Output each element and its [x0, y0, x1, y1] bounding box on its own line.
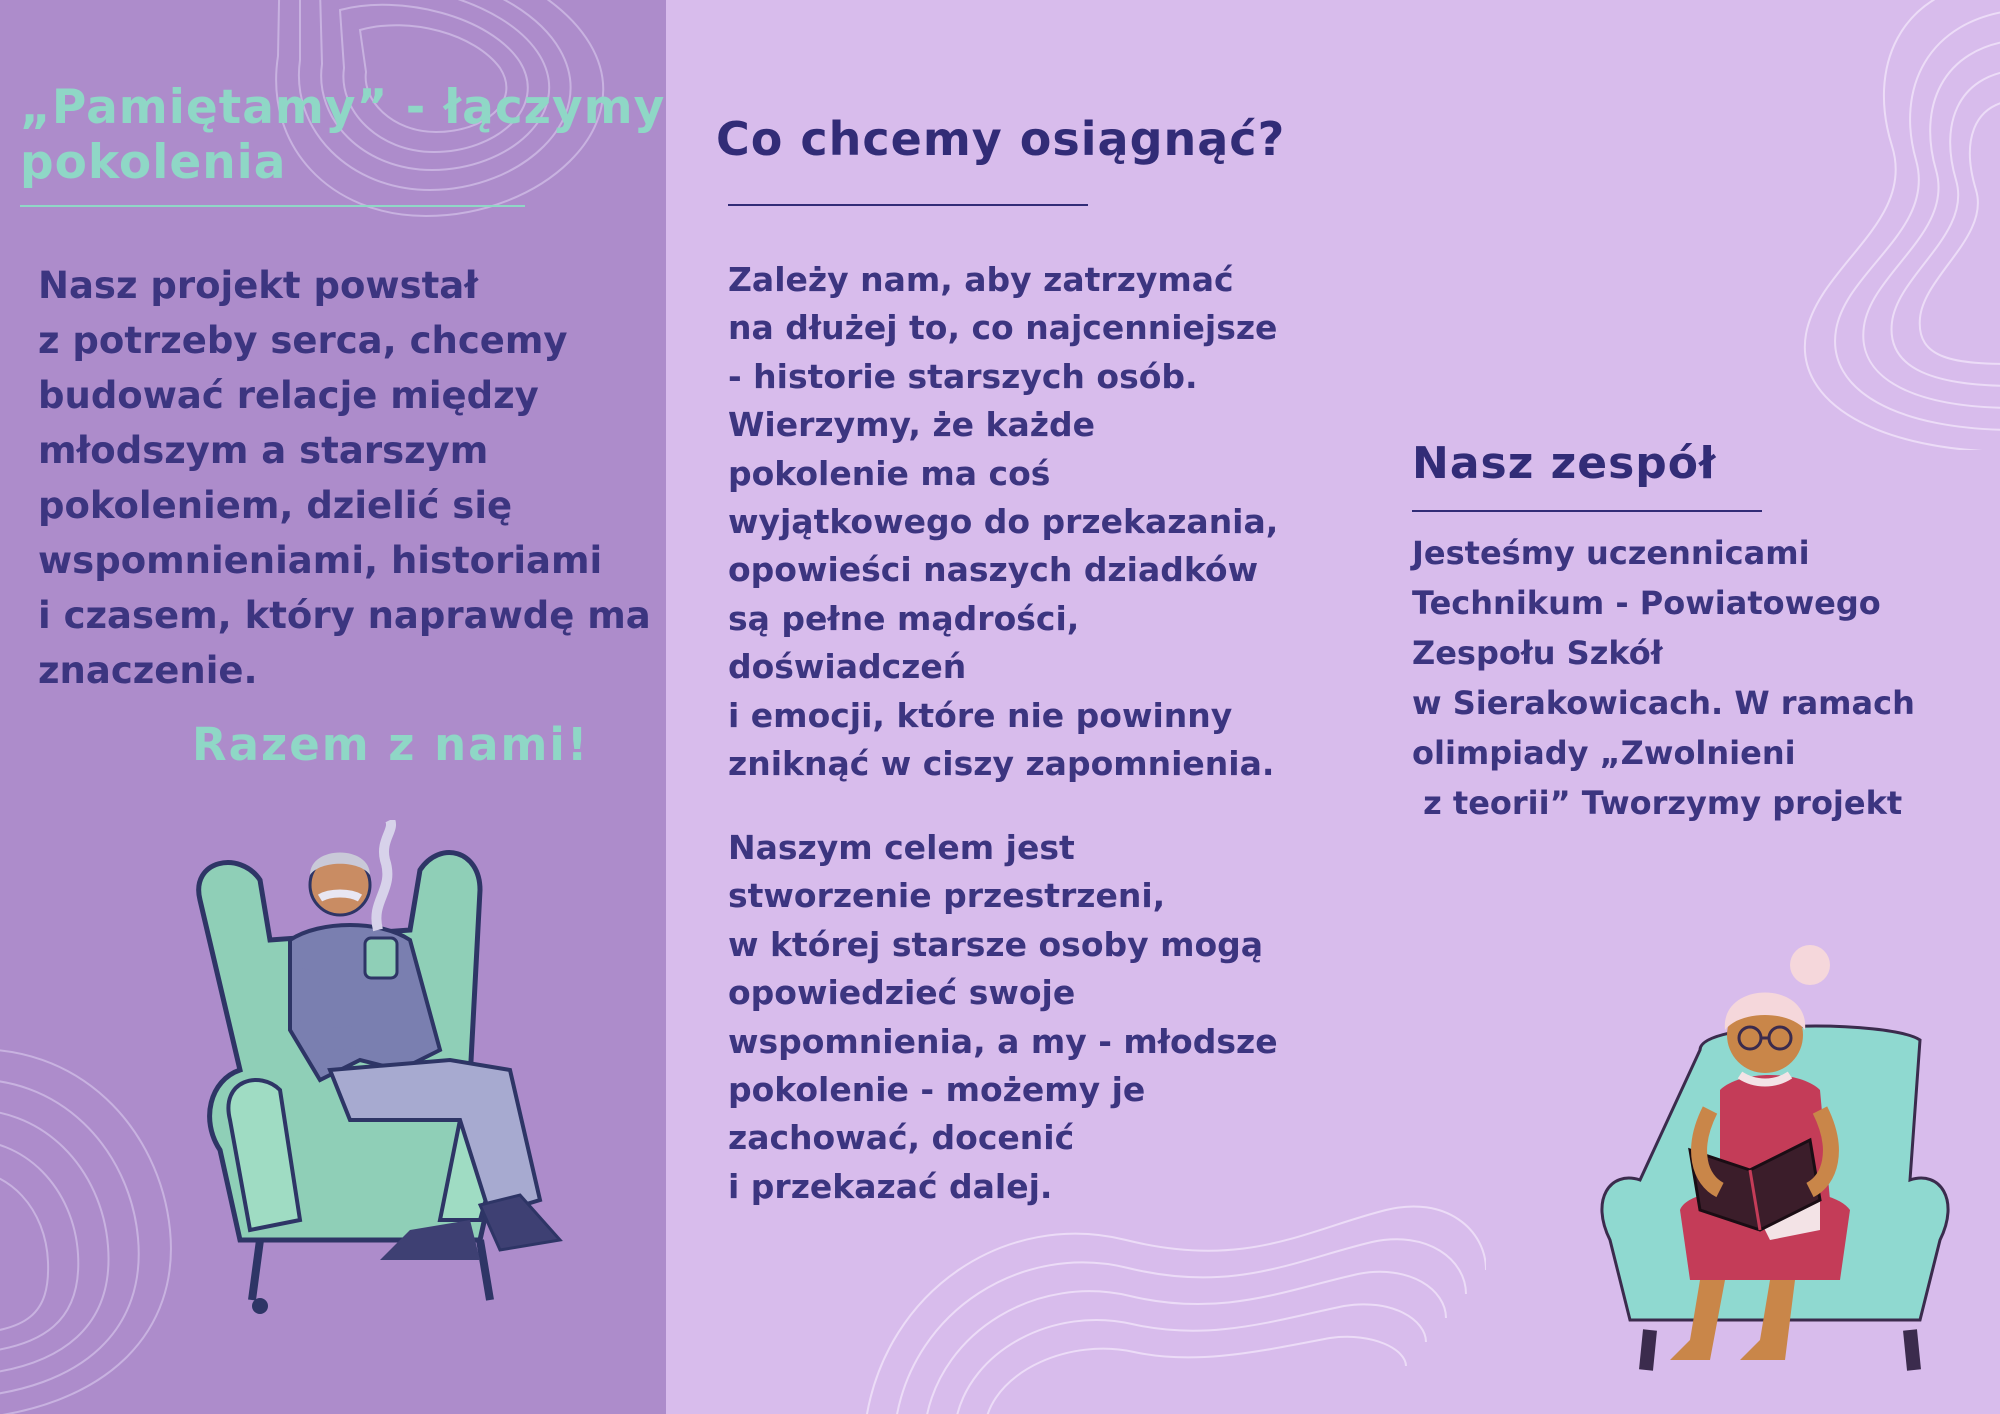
goals-line: zachować, docenić: [728, 1118, 1075, 1158]
goals-line: doświadczeń: [728, 647, 967, 687]
goals-heading: Co chcemy osiągnąć?: [716, 112, 1286, 166]
decorative-waves-top-right: [1596, 0, 2000, 450]
goals-line: opowiedzieć swoje: [728, 973, 1076, 1013]
goals-line: Naszym celem jest: [728, 828, 1075, 867]
grandmother-reading-illustration: [1590, 940, 1960, 1380]
goals-line: wyjątkowego do przekazania,: [728, 502, 1279, 542]
goals-divider: [728, 204, 1088, 206]
goals-line: w której starsze osoby mogą: [728, 924, 1264, 964]
team-divider: [1412, 510, 1762, 512]
description-line: młodszym a starszym: [38, 429, 489, 472]
description-line: pokoleniem, dzielić się: [38, 484, 513, 527]
goals-line: są pełne mądrości,: [728, 598, 1080, 638]
grandfather-armchair-illustration: [180, 820, 660, 1340]
team-line: olimpiady „Zwolnieni: [1412, 734, 1796, 772]
slogan: Razem z nami!: [192, 718, 590, 771]
team-description: [1412, 528, 1972, 828]
goals-line: zniknąć w ciszy zapomnienia.: [728, 744, 1275, 784]
goals-line: pokolenie ma coś: [728, 453, 1051, 493]
goals-line: i przekazać dalej.: [728, 1166, 1053, 1206]
title-divider: [20, 205, 525, 207]
description-line: budować relacje między: [38, 374, 539, 417]
description-line: wspomnieniami, historiami: [38, 539, 603, 582]
goals-line: stworzenie przestrzeni,: [728, 876, 1166, 916]
project-title: „Pamiętamy” - łączymy pokolenia: [20, 80, 666, 190]
goals-line: opowieści naszych dziadków: [728, 550, 1259, 590]
team-heading: Nasz zespół: [1412, 438, 1717, 489]
team-line: Jesteśmy uczennicami: [1412, 534, 1810, 572]
goals-line: - historie starszych osób.: [728, 356, 1198, 396]
goals-paragraph-2: [728, 824, 1288, 1211]
goals-line: wspomnienia, a my - młodsze: [728, 1021, 1278, 1061]
description-line: Nasz projekt powstał: [38, 264, 478, 307]
team-line: w Sierakowicach. W ramach: [1412, 684, 1915, 722]
goals-paragraph-1: [728, 256, 1288, 788]
description-line: z potrzeby serca, chcemy: [38, 319, 568, 362]
goals-line: na dłużej to, co najcenniejsze: [728, 308, 1278, 348]
description-line: i czasem, który naprawdę ma: [38, 594, 651, 637]
goals-line: Zależy nam, aby zatrzymać: [728, 260, 1234, 299]
team-line: Technikum - Powiatowego: [1412, 584, 1881, 622]
description-line: znaczenie.: [38, 649, 258, 692]
team-line: z teorii” Tworzymy projekt: [1412, 784, 1903, 822]
team-line: Zespołu Szkół: [1412, 634, 1663, 672]
goals-line: pokolenie - możemy je: [728, 1070, 1146, 1110]
project-description: [38, 258, 651, 698]
goals-line: Wierzymy, że każde: [728, 405, 1095, 445]
goals-line: i emocji, które nie powinny: [728, 695, 1233, 735]
